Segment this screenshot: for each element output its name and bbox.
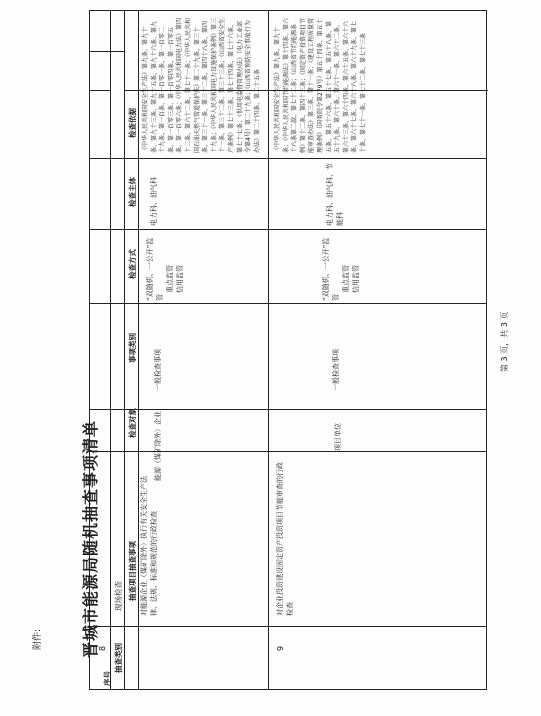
header-category: 抽查类别 <box>114 643 123 673</box>
header-method: 检查方式 <box>128 249 137 279</box>
row-8-seq: 8 <box>98 645 107 651</box>
row-divider <box>90 51 124 52</box>
row-9-method-2: 重点监管 <box>342 265 350 293</box>
row-8-object: 能源（煤矿除外）企业 <box>154 411 162 481</box>
row-9-method-3: 信用监管 <box>352 265 360 293</box>
row-divider <box>90 90 110 91</box>
row-8-method-2: 重点监管 <box>166 265 174 293</box>
header-basis: 检查依据 <box>128 108 137 138</box>
attachment-label: 附件: <box>33 628 43 650</box>
header-subject: 检查主体 <box>128 177 137 207</box>
row-8-method-3: 信用监管 <box>176 265 184 293</box>
row-9-object: 项目单位 <box>334 423 342 451</box>
header-seq: 序号 <box>103 671 112 686</box>
row-9-item-type: 一般检查事项 <box>332 349 340 391</box>
header-category-group: 抽查项目 <box>128 571 137 601</box>
row-9-item: 对企业投资建设固定资产投资项目节能审查的行政检查 <box>276 462 294 616</box>
row-divider <box>90 451 486 452</box>
page-number: 第 3 页，共 3 页 <box>500 311 509 372</box>
row-8-item: 对能源企业（煤矿除外）执行有关安全生产法律、法规、标准和规范的行政检查 <box>140 476 158 616</box>
row-divider <box>90 303 486 304</box>
col-divider <box>268 11 269 689</box>
row-divider <box>90 158 486 159</box>
inspection-table <box>89 10 487 690</box>
header-item-type: 事项类别 <box>128 333 137 363</box>
row-9-method-1: “双随机、一公开”监管 <box>322 237 340 301</box>
col-divider <box>138 11 139 689</box>
row-8-item-type: 一般检查事项 <box>154 349 162 391</box>
row-divider <box>90 409 486 410</box>
row-8-method-1: “双随机、一公开”监管 <box>146 237 164 301</box>
row-8-subject: 电力科、油气科 <box>150 177 158 226</box>
row-divider <box>90 626 486 627</box>
col-divider <box>110 11 111 689</box>
row-divider <box>90 229 486 230</box>
row-8-basis: 《中华人民共和国安全生产法》第九条、第九十条、第九十三条、第九十五条、第九十六条、第九十九条、第一百条、第一百零一条、第一百零二条、第一百零三条、第一百零四条、第一百零五条、第一百零六条；《中华人民共和国电力法》第四十二条、第六十二条、第七十一条；《中华人民共和国石油天然气管道保护法》第二十九条、第三十条、第三十一条、第三十二条、第四十八条、第四十九条；《中华人民共和国电力设施保护条例》第三十一条、第三十二条、第三十三条；《山西省安全生产条例》第七十三条、第七十四条、第七十六条、第七十七条；《供用电监督管理办法》（电力工业部令第4号）第二十九条；《山西省预防安全事故行为办法》第二十四条、第二十五条 <box>142 17 261 153</box>
col-divider <box>124 11 125 689</box>
row-9-basis: 《中华人民共和国安全生产法》第九条、第九十条；《中华人民共和国节约能源法》第十四条、第六十八条第二款、第七十二条；《山西省节约能源条例》第十二条、第四十三条；《固定资产投资项目节能审查办法》第三条、第十一条；《建设工程质量管理条例》（国务院令第279号）第五十四条、第五十五条、第五十六条、第五十七条、第五十八条、第五十九条、第六十条、第六十一条、第六十二条、第六十三条、第六十四条、第六十五条、第六十六条、第六十七条、第六十八条、第六十九条、第七十条、第七十一条、第七十二条、第七十三条 <box>274 17 367 153</box>
category-cell: 现场检查 <box>114 581 123 611</box>
row-9-seq: 9 <box>276 645 285 651</box>
header-object: 检查对象 <box>128 408 137 438</box>
header-item: 抽查事项 <box>128 541 137 571</box>
row-9-subject: 电力科、油气科、节能科 <box>326 163 344 226</box>
document-title: 晋城市能源局随机抽查事项清单 <box>81 419 100 658</box>
